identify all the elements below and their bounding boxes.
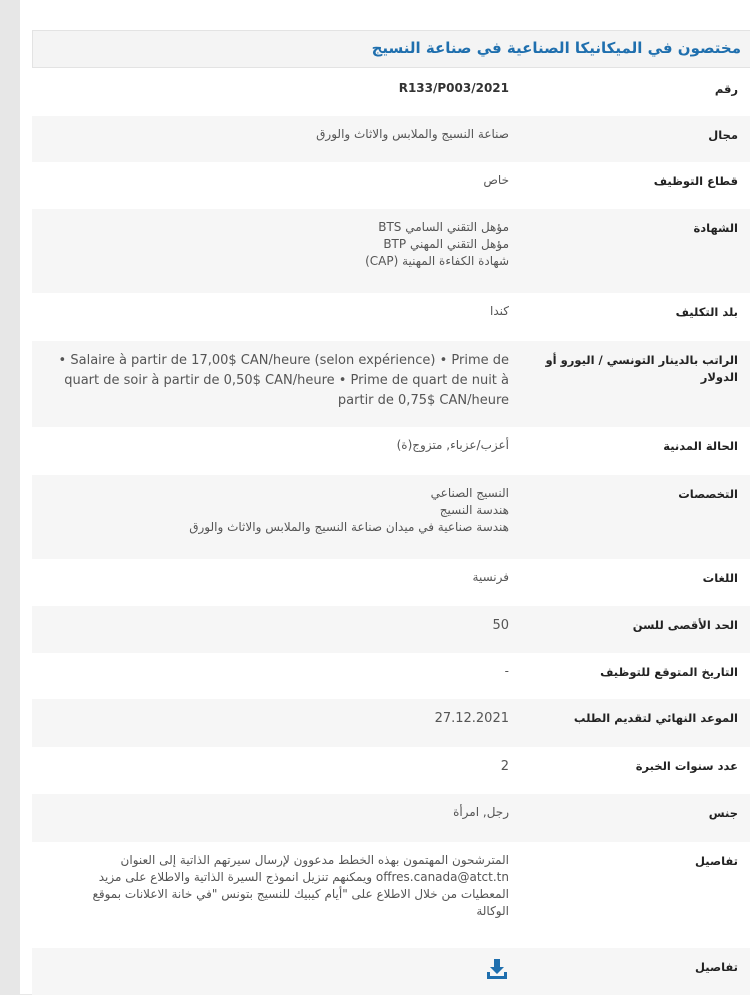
value-experience: 2	[500, 759, 509, 774]
details-line: offres.canada@atct.tn ويمكنهم تنزيل انموذج السيرة الذاتية والاطلاع على مزيد	[98, 870, 509, 884]
details-table	[32, 70, 750, 995]
details-line: المترشحون المهتمون بهذه الخطط مدعوون لإرسال سيرتهم الذاتية إلى العنوان	[120, 853, 509, 867]
title-bar	[32, 30, 750, 68]
label-field: مجال	[509, 116, 750, 162]
value-hire-date: -	[504, 664, 509, 678]
row-attachment	[32, 948, 750, 995]
value-salary	[32, 341, 509, 427]
salary-line: quart de soir à partir de 0,50$ CAN/heure • Prime de quart de nuit à	[64, 373, 509, 388]
label-degree: الشهادة	[509, 209, 750, 293]
value-marital: أعزب/عزباء, متزوج(ة)	[396, 438, 509, 452]
specialty-line: هندسة صناعية في ميدان صناعة النسيج والملابس والاثاث والورق	[189, 520, 509, 534]
specialty-line: هندسة النسيج	[439, 503, 509, 517]
row-specialties	[32, 475, 750, 559]
download-icon[interactable]	[485, 958, 509, 980]
page-title: مختصون في الميكانيكا الصناعية في صناعة النسيج	[371, 39, 741, 57]
row-deadline	[32, 699, 750, 747]
label-experience: عدد سنوات الخبرة	[635, 759, 738, 773]
row-languages	[32, 559, 750, 606]
row-degree	[32, 209, 750, 293]
label-marital: الحالة المدنية	[663, 439, 738, 453]
row-experience	[32, 747, 750, 794]
row-details	[32, 842, 750, 948]
details-line: المعطيات من خلال الاطلاع على "أيام كيبيك للنسيج بتونس "في خانة الاعلانات بموقع	[92, 887, 509, 901]
row-field	[32, 116, 750, 162]
row-marital	[32, 427, 750, 475]
degree-line: مؤهل التقني السامي BTS	[378, 220, 509, 234]
value-specialties	[32, 475, 509, 559]
row-salary	[32, 341, 750, 427]
value-number: R133/P003/2021	[398, 81, 509, 95]
label-number: رقم	[714, 82, 738, 96]
row-country	[32, 293, 750, 341]
value-country: كندا	[490, 304, 509, 318]
salary-line: Salaire à partir de 17,00$ CAN/heure (selon expérience) • Prime de •	[58, 353, 509, 368]
degree-line: شهادة الكفاءة المهنية (CAP)	[365, 254, 509, 268]
row-sector	[32, 162, 750, 209]
label-details: تفاصيل	[695, 854, 738, 868]
value-sector: خاص	[483, 173, 509, 187]
page	[20, 0, 750, 994]
degree-line: مؤهل التقني المهني BTP	[383, 237, 509, 251]
label-salary: الراتب بالدينار التونسي / اليورو أو الدولار	[509, 341, 750, 427]
value-field: صناعة النسيج والملابس والاثاث والورق	[32, 116, 509, 162]
value-details	[32, 842, 509, 948]
label-gender: جنس	[509, 794, 750, 842]
label-country: بلد التكليف	[675, 305, 738, 319]
value-deadline: 27.12.2021	[32, 699, 509, 747]
label-hire-date: التاريخ المتوقع للتوظيف	[600, 665, 738, 679]
label-specialties: التخصصات	[509, 475, 750, 559]
label-max-age: الحد الأقصى للسن	[509, 606, 750, 653]
label-languages: اللغات	[702, 571, 738, 585]
label-attachment: تفاصيل	[509, 948, 750, 995]
row-max-age	[32, 606, 750, 653]
value-degree	[32, 209, 509, 293]
value-gender: رجل, امرأة	[32, 794, 509, 842]
value-attachment	[32, 948, 509, 995]
salary-line: partir de 0,75$ CAN/heure	[337, 393, 509, 408]
value-languages: فرنسية	[472, 570, 509, 584]
details-line: الوكالة	[476, 904, 509, 918]
label-deadline: الموعد النهائي لتقديم الطلب	[509, 699, 750, 747]
value-max-age: 50	[32, 606, 509, 653]
row-gender	[32, 794, 750, 842]
row-number	[32, 70, 750, 116]
row-hire-date	[32, 653, 750, 699]
specialty-line: النسيج الصناعي	[430, 486, 509, 500]
label-sector: قطاع التوظيف	[653, 174, 738, 188]
